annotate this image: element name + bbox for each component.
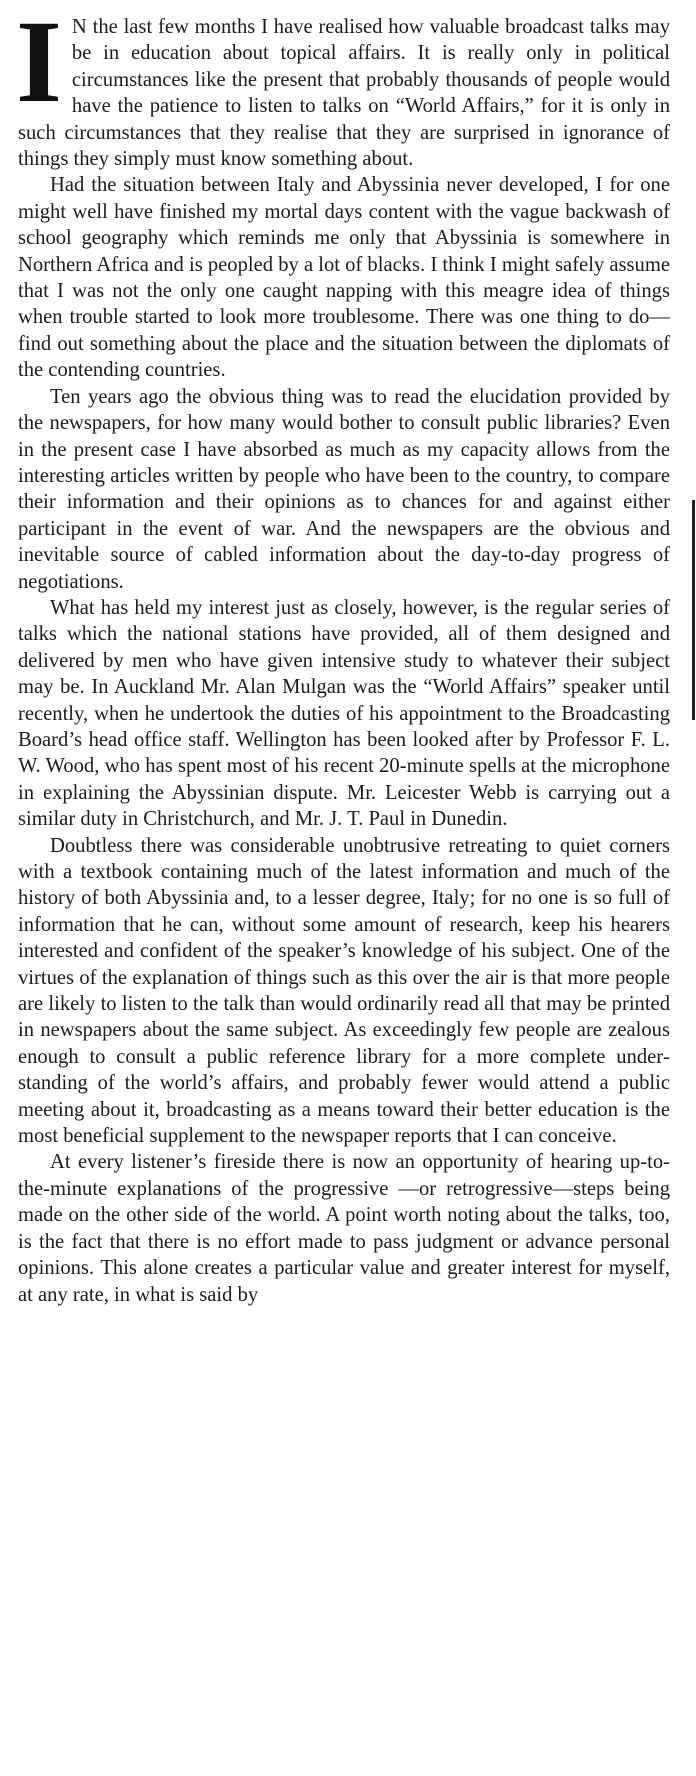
paragraph-5: Doubtless there was considerable unobtrusive retreating to quiet corners with a textbook containing much of the latest information and much of the history of both Abyssinia and, to a lesser degree, Italy; for no one is so full of information that he can, without some amount of research, keep his hearers interested and confident of the speaker’s knowledge of his subject. One of the virtues of the explanation of things such as this over the air is that more people are likely to listen to the talk than would ordinarily read all that may be printed in newspapers about the same subject. As exceedingly few people are zealous enough to consult a public reference library for a more complete understanding of the world’s affairs, and probably fewer would attend a public meeting about it, broadcasting as a means toward their better education is the most beneficial supplement to the newspaper reports that I can conceive. bbox=[18, 834, 670, 1148]
paragraph-6: At every listener’s fireside there is now an opportunity of hearing up-to-the-minute explanations of the progressive —or retrogressive—steps being made on the other side of the world. A point worth noting about the talks, too, is the fact that there is no effort made to pass judgment or advance personal opinions. This alone creates a particular value and greater interest for myself, at any rate, in what is said by bbox=[18, 1151, 670, 1306]
drop-cap: I bbox=[16, 0, 62, 127]
article-body bbox=[16, 0, 670, 1308]
paragraph-1-text: N the last few months I have realised how valuable broadcast talks may be in education about topical affairs. It is really only in political circumstances like the present that probably thousands of people would have the patience to listen to talks on “World Affairs,” for it is only in such circumstances that they realise that they are surprised in ignorance of things they simply must know something about. bbox=[18, 16, 670, 171]
paragraph-4: What has held my interest just as closely, however, is the regular series of talks which the national stations have provided, all of them designed and delivered by men who have given intensive study to whatever their subject may be. In Auckland Mr. Alan Mulgan was the “World Affairs” speaker until recently, when he undertook the duties of his appointment to the Broadcasting Board’s head office staff. Wellington has been looked after by Professor F. L. W. Wood, who has spent most of his recent 20-minute spells at the microphone in explaining the Abyssinian dispute. Mr. Leicester Webb is carrying out a similar duty in Christchurch, and Mr. J. T. Paul in Dunedin. bbox=[18, 596, 670, 831]
paragraph-2: Had the situation between Italy and Abyssinia never developed, I for one might well have finished my mortal days content with the vague backwash of school geography which reminds me only that Abyssinia is somewhere in Northern Africa and is peopled by a lot of blacks. I think I might safely assume that I was not the only one caught napping with this meagre idea of things when trouble started to look more troublesome. There was one thing to do—find out something about the place and the situation between the diplomats of the contending countries. bbox=[18, 174, 670, 382]
paragraph-3: Ten years ago the obvious thing was to read the elucidation provided by the newspapers, for how many would bother to consult public libraries? Even in the present case I have absorbed as much as my capacity allows from the interesting articles written by people who have been to the country, to compare their information and their opinions as to chances for and against either participant in the event of war. And the newspapers are the obvious and inevitable source of cabled information about the day-to-day progress of negotiations. bbox=[18, 385, 670, 593]
column-edge-rule bbox=[692, 500, 695, 720]
paragraph-1 bbox=[16, 0, 670, 172]
